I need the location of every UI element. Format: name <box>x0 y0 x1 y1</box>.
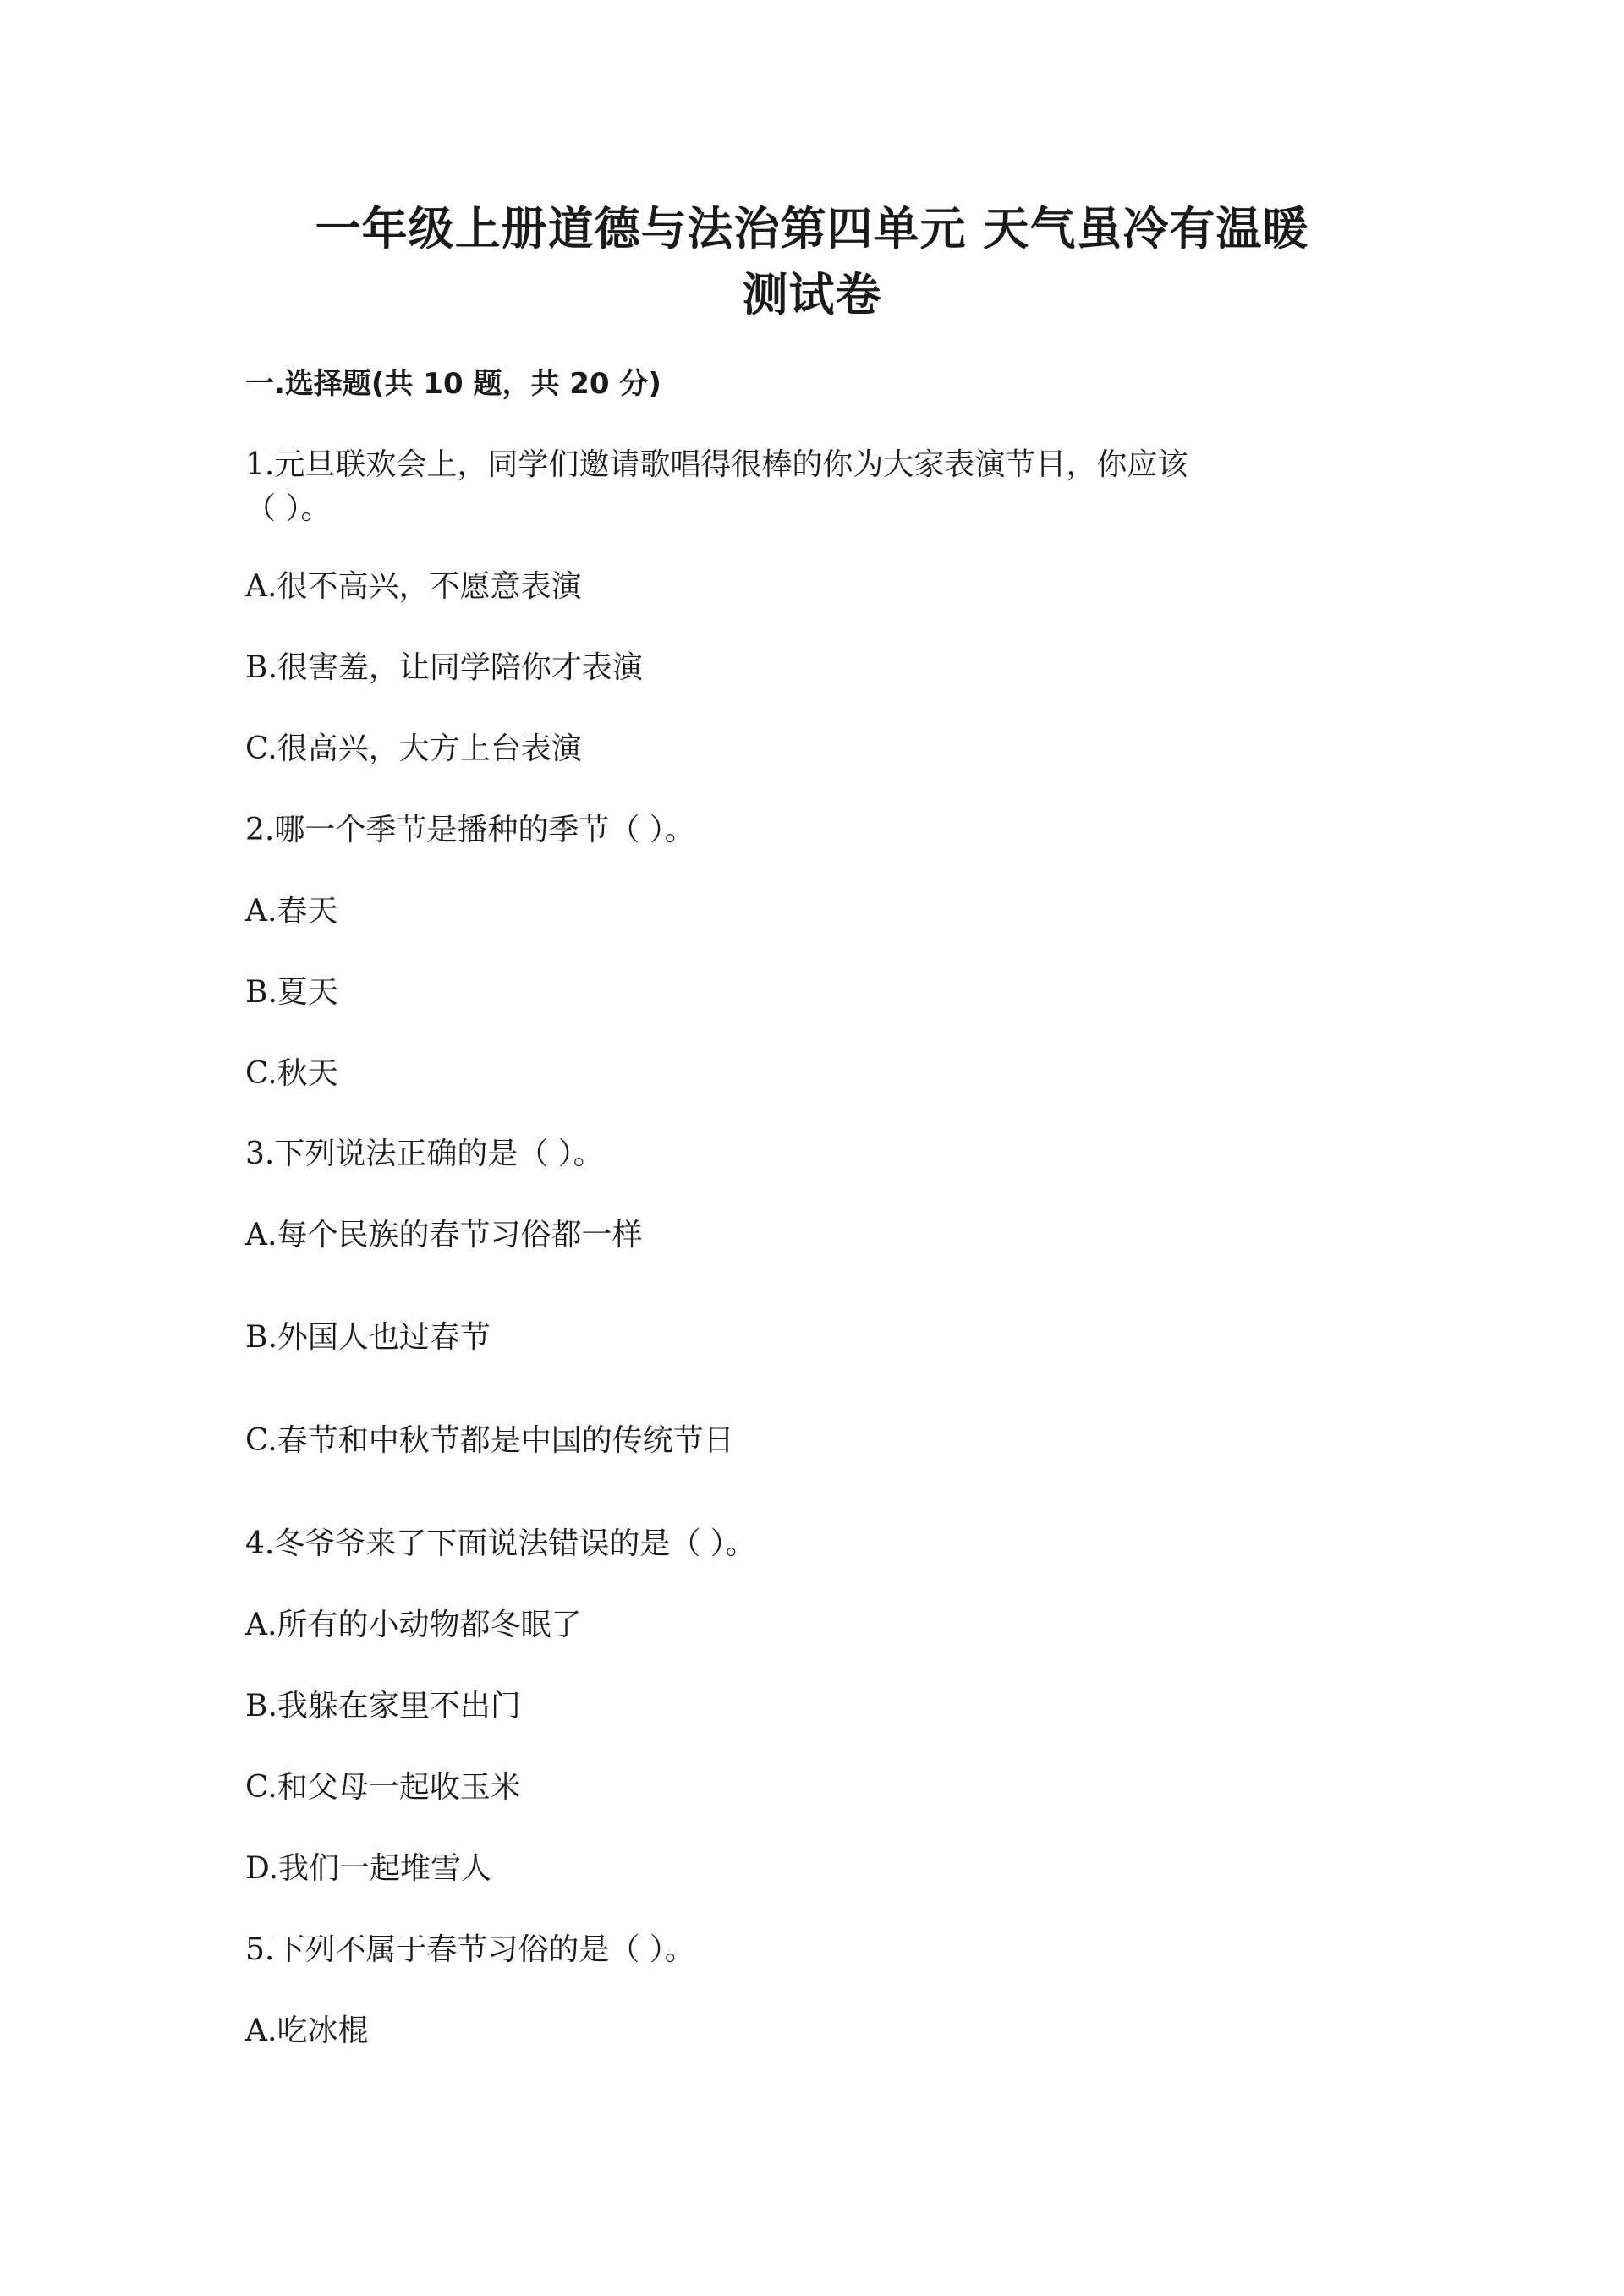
question-1-option-a: A.很不高兴，不愿意表演 <box>245 569 582 604</box>
question-1-option-b: B.很害羞，让同学陪你才表演 <box>245 650 643 685</box>
question-2-option-a: A.春天 <box>245 894 338 929</box>
question-2-option-c: C.秋天 <box>245 1056 338 1091</box>
question-1-option-c: C.很高兴，大方上台表演 <box>245 732 582 766</box>
question-4-option-a: A.所有的小动物都冬眠了 <box>245 1608 582 1642</box>
question-4-option-b: B.我躲在家里不出门 <box>245 1689 521 1723</box>
question-3-stem: 3.下列说法正确的是（ ）。 <box>245 1137 604 1171</box>
exam-title-line2: 测试卷 <box>742 268 882 321</box>
question-3-option-b: B.外国人也过春节 <box>245 1320 491 1355</box>
question-5-option-a: A.吃冰棍 <box>245 2014 369 2048</box>
question-1-stem: 1.元旦联欢会上，同学们邀请歌唱得很棒的你为大家表演节目，你应该 <box>245 447 1188 482</box>
section-heading: 一.选择题(共 10 题，共 20 分) <box>245 367 661 401</box>
question-5-stem: 5.下列不属于春节习俗的是（ ）。 <box>245 1932 695 1967</box>
question-2-stem: 2.哪一个季节是播种的季节（ ）。 <box>245 813 695 847</box>
question-4-stem: 4.冬爷爷来了下面说法错误的是（ ）。 <box>245 1526 756 1561</box>
question-4-option-d: D.我们一起堆雪人 <box>245 1851 492 1886</box>
question-1-stem-blank: （ ）。 <box>245 491 332 526</box>
question-2-option-b: B.夏天 <box>245 975 338 1010</box>
question-4-option-c: C.和父母一起收玉米 <box>245 1770 521 1805</box>
question-3-option-a: A.每个民族的春节习俗都一样 <box>245 1218 643 1252</box>
exam-title-line1: 一年级上册道德与法治第四单元 天气虽冷有温暖 <box>315 202 1309 255</box>
question-3-option-c: C.春节和中秋节都是中国的传统节日 <box>245 1423 734 1458</box>
